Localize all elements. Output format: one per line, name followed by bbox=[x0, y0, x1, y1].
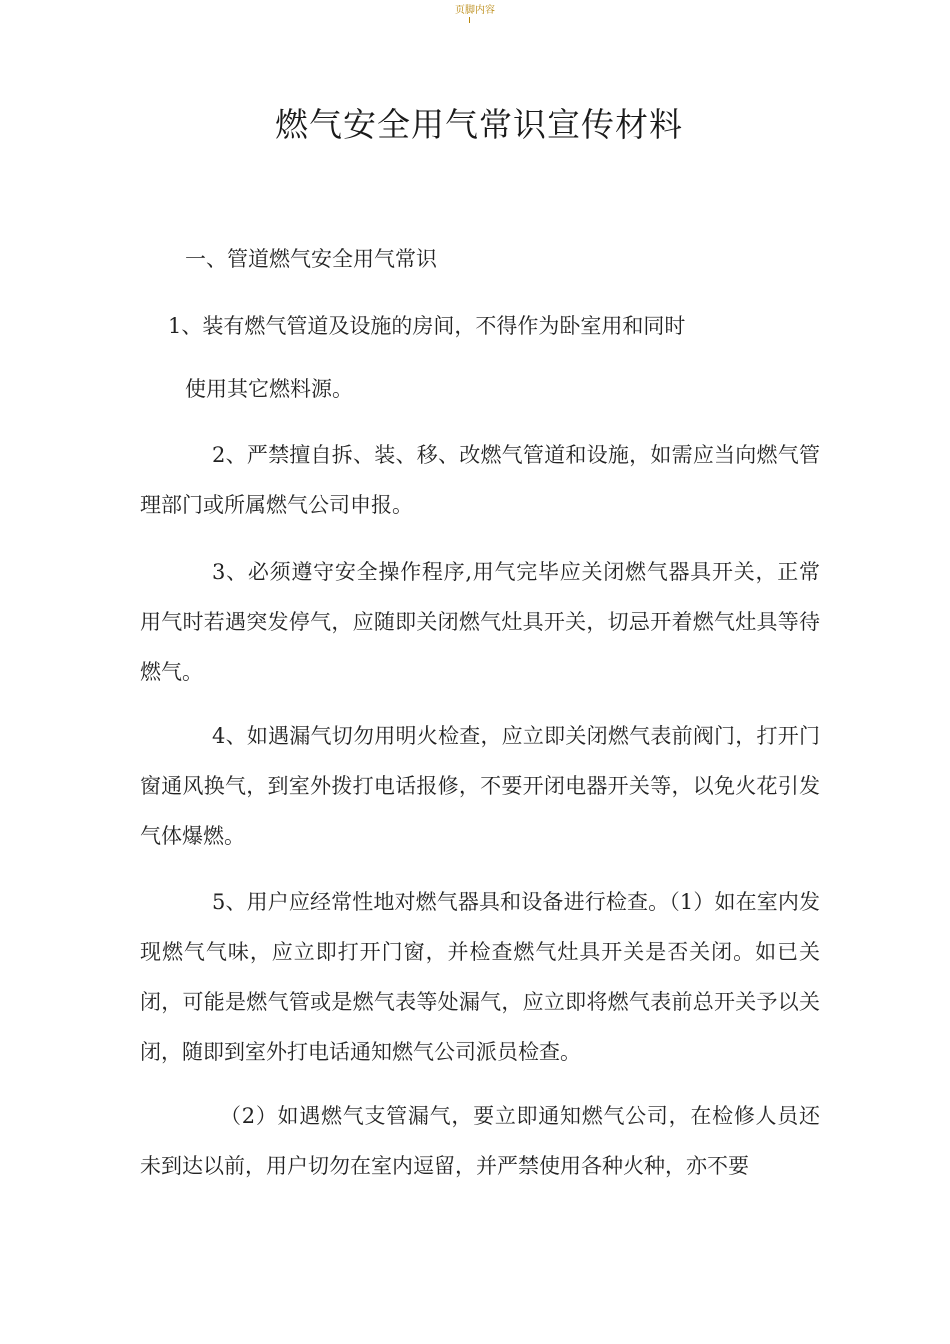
document-title: 燃气安全用气常识宣传材料 bbox=[275, 105, 683, 144]
item-1-line-1: 1、装有燃气管道及设施的房间，不得作为卧室用和同时 bbox=[168, 314, 686, 338]
item-5-paragraph: 5、用户应经常性地对燃气器具和设备进行检查。（1）如在室内发现燃气气味，应立即打开门窗，并检查燃气灶具开关是否关闭。如已关闭，可能是燃气管或是燃气表等处漏气，应立即将燃气表前总开关予以关闭，随即到室外打电话通知燃气公司派员检查。 bbox=[140, 890, 820, 1064]
item-2-paragraph: 2、严禁擅自拆、装、移、改燃气管道和设施，如需应当向燃气管理部门或所属燃气公司申报。 bbox=[140, 443, 820, 517]
item-4-paragraph: 4、如遇漏气切勿用明火检查，应立即关闭燃气表前阀门，打开门窗通风换气，到室外拨打电话报修，不要开闭电器开关等，以免火花引发气体爆燃。 bbox=[140, 724, 820, 848]
header-divider bbox=[469, 17, 470, 23]
item-5-sub-2-paragraph: （2）如遇燃气支管漏气，要立即通知燃气公司，在检修人员还未到达以前，用户切勿在室内逗留，并严禁使用各种火种，亦不要 bbox=[140, 1104, 820, 1178]
page-header: 页脚内容 bbox=[455, 5, 495, 16]
item-1-line-2: 使用其它燃料源。 bbox=[185, 377, 353, 401]
section-heading: 一、管道燃气安全用气常识 bbox=[185, 247, 437, 271]
item-3-paragraph: 3、必须遵守安全操作程序,用气完毕应关闭燃气器具开关，正常用气时若遇突发停气，应随即关闭燃气灶具开关，切忌开着燃气灶具等待燃气。 bbox=[140, 560, 820, 684]
